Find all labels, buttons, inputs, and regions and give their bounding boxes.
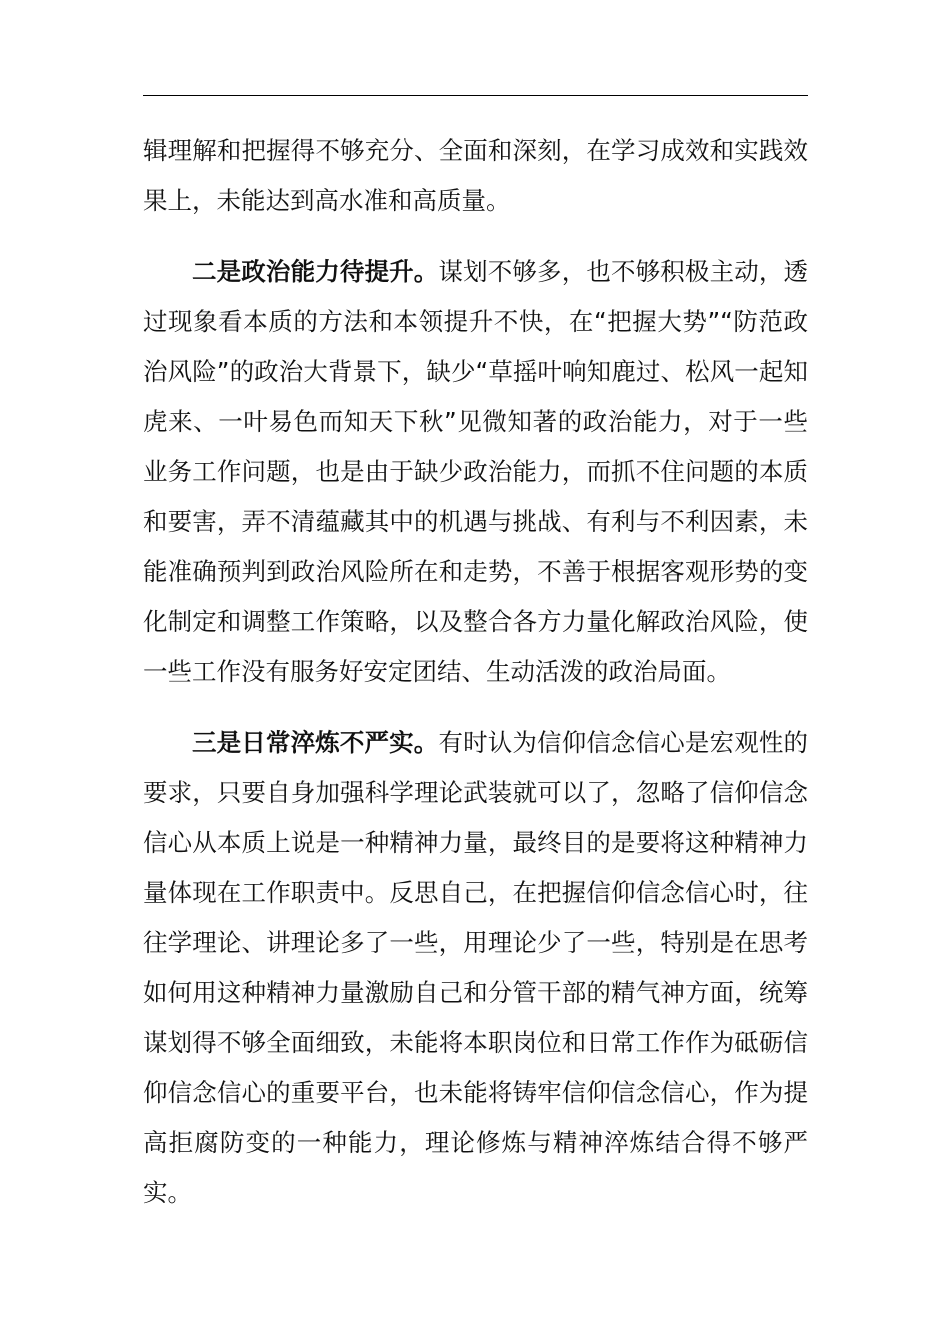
paragraph-political-ability (143, 247, 808, 697)
paragraph-text: 有时认为信仰信念信心是宏观性的要求，只要自身加强科学理论武装就可以了，忽略了信仰信念信心从本质上说是一种精神力量，最终目的是要将这种精神力量体现在工作职责中。反思自己，在把握信仰信念信心时，往往学理论、讲理论多了一些，用理论少了一些，特别是在思考如何用这种精神力量激励自己和分管干部的精气神方面，统筹谋划得不够全面细致，未能将本职岗位和日常工作作为砥砺信仰信念信心的重要平台，也未能将铸牢信仰信念信心，作为提高拒腐防变的一种能力，理论修炼与精神淬炼结合得不够严实。 (143, 728, 809, 1207)
document-body (143, 126, 808, 1218)
paragraph-text: 辑理解和把握得不够充分、全面和深刻，在学习成效和实践效果上，未能达到高水准和高质量。 (143, 136, 808, 215)
paragraph-heading: 二是政治能力待提升。 (192, 257, 439, 286)
paragraph-text: 谋划不够多，也不够积极主动，透过现象看本质的方法和本领提升不快，在“把握大势”“防范政治风险”的政治大背景下，缺少“草摇叶响知鹿过、松风一起知虎来、一叶易色而知天下秋”见微知著的政治能力，对于一些业务工作问题，也是由于缺少政治能力，而抓不住问题的本质和要害，弄不清蕴藏其中的机遇与挑战、有利与不利因素，未能准确预判到政治风险所在和走势，不善于根据客观形势的变化制定和调整工作策略，以及整合各方力量化解政治风险，使一些工作没有服务好安定团结、生动活泼的政治局面。 (143, 257, 809, 686)
paragraph-daily-tempering (143, 718, 808, 1218)
paragraph-continued (143, 126, 808, 226)
header-rule (143, 95, 808, 96)
paragraph-heading: 三是日常淬炼不严实。 (192, 728, 439, 757)
